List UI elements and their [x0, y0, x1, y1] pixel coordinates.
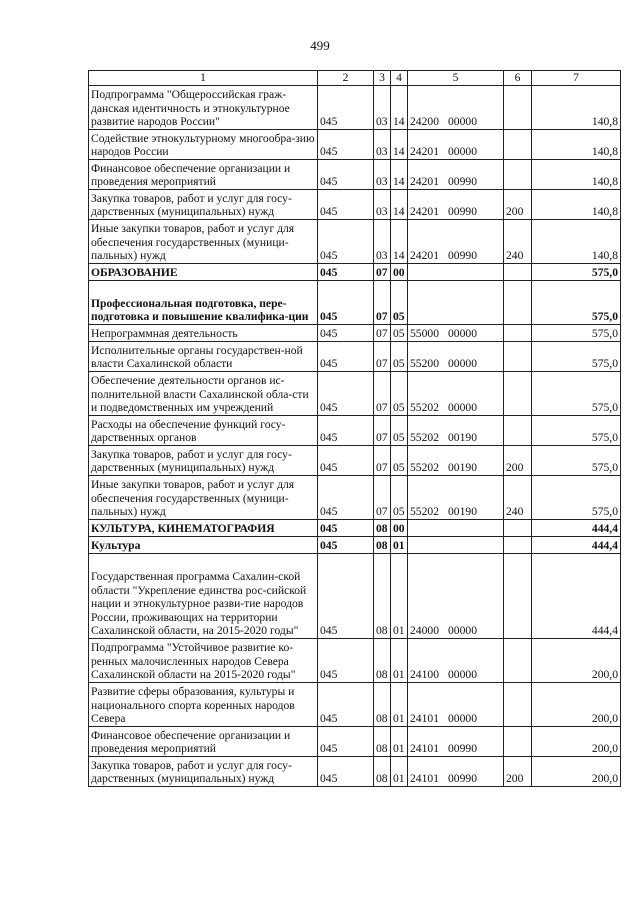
table-row: [89, 220, 621, 264]
target-code-part-a: 24000: [410, 624, 439, 638]
row-ved-cell: 045: [318, 520, 374, 537]
target-code-part-a: 55000: [410, 327, 439, 341]
row-target-code-cell: [408, 727, 504, 757]
row-expense-type-cell: [504, 160, 532, 190]
row-section-cell: 07: [374, 325, 391, 342]
header-cell: 5: [408, 71, 504, 86]
row-name-cell: Подпрограмма "Устойчивое развитие ко-ренных малочисленных народов Севера Сахалинской области на 2015-2020 годы": [89, 639, 318, 683]
target-code-part-a: 55202: [410, 505, 439, 519]
target-code-part-b: 00990: [448, 249, 477, 263]
row-subsection-cell: 00: [391, 264, 408, 281]
target-code-part-a: 24101: [410, 712, 439, 726]
target-code-part-b: 00990: [448, 772, 477, 786]
table-row: [89, 446, 621, 476]
row-name-cell: Непрограммная деятельность: [89, 325, 318, 342]
row-ved-cell: 045: [318, 683, 374, 727]
row-expense-type-cell: 200: [504, 190, 532, 220]
header-cell: 6: [504, 71, 532, 86]
row-target-code-cell: [408, 264, 504, 281]
row-name-cell: Закупка товаров, работ и услуг для госу-дарственных (муниципальных) нужд: [89, 446, 318, 476]
row-sum-cell: 575,0: [532, 325, 621, 342]
row-sum-cell: 140,8: [532, 86, 621, 130]
row-target-code-cell: [408, 757, 504, 787]
row-subsection-cell: 01: [391, 537, 408, 554]
row-name-cell: Закупка товаров, работ и услуг для госу-дарственных (муниципальных) нужд: [89, 757, 318, 787]
header-cell: 7: [532, 71, 621, 86]
row-expense-type-cell: [504, 554, 532, 639]
row-name-cell: ОБРАЗОВАНИЕ: [89, 264, 318, 281]
row-section-cell: 07: [374, 281, 391, 325]
row-section-cell: 07: [374, 476, 391, 520]
row-sum-cell: 444,4: [532, 520, 621, 537]
table-body: [89, 86, 621, 787]
row-subsection-cell: 01: [391, 727, 408, 757]
row-ved-cell: 045: [318, 160, 374, 190]
row-expense-type-cell: [504, 325, 532, 342]
row-name-cell: Содействие этнокультурному многообра-зию народов России: [89, 130, 318, 160]
target-code-part-b: 00000: [448, 624, 477, 638]
row-sum-cell: 575,0: [532, 476, 621, 520]
table-row: [89, 520, 621, 537]
target-code-part-b: 00000: [448, 357, 477, 371]
row-sum-cell: 200,0: [532, 639, 621, 683]
row-expense-type-cell: 240: [504, 220, 532, 264]
row-sum-cell: 140,8: [532, 220, 621, 264]
row-name-cell: Развитие сферы образования, культуры и национального спорта коренных народов Севера: [89, 683, 318, 727]
row-sum-cell: 575,0: [532, 446, 621, 476]
table-row: [89, 372, 621, 416]
row-sum-cell: 575,0: [532, 281, 621, 325]
row-sum-cell: 200,0: [532, 727, 621, 757]
row-ved-cell: 045: [318, 86, 374, 130]
row-section-cell: 08: [374, 554, 391, 639]
row-section-cell: 08: [374, 757, 391, 787]
row-expense-type-cell: [504, 86, 532, 130]
row-name-cell: Закупка товаров, работ и услуг для госу-дарственных (муниципальных) нужд: [89, 190, 318, 220]
target-code-part-a: 55202: [410, 461, 439, 475]
target-code-part-a: 24100: [410, 668, 439, 682]
target-code-part-a: 55202: [410, 401, 439, 415]
row-ved-cell: 045: [318, 325, 374, 342]
row-subsection-cell: 14: [391, 130, 408, 160]
row-section-cell: 08: [374, 683, 391, 727]
row-sum-cell: 575,0: [532, 372, 621, 416]
row-subsection-cell: 01: [391, 757, 408, 787]
target-code-part-a: 24201: [410, 145, 439, 159]
row-subsection-cell: 01: [391, 554, 408, 639]
row-target-code-cell: [408, 446, 504, 476]
row-subsection-cell: 05: [391, 446, 408, 476]
row-ved-cell: 045: [318, 220, 374, 264]
row-section-cell: 03: [374, 220, 391, 264]
table-row: [89, 190, 621, 220]
row-subsection-cell: 05: [391, 281, 408, 325]
row-sum-cell: 140,8: [532, 130, 621, 160]
target-code-part-a: 24201: [410, 175, 439, 189]
target-code-part-a: 24101: [410, 772, 439, 786]
table-row: [89, 476, 621, 520]
row-subsection-cell: 05: [391, 342, 408, 372]
row-target-code-cell: [408, 537, 504, 554]
row-sum-cell: 575,0: [532, 342, 621, 372]
target-code-part-b: 00000: [448, 668, 477, 682]
row-section-cell: 08: [374, 537, 391, 554]
row-sum-cell: 444,4: [532, 537, 621, 554]
row-name-cell: Обеспечение деятельности органов ис-полнительной власти Сахалинской обла-сти и подведомственных им учреждений: [89, 372, 318, 416]
row-target-code-cell: [408, 86, 504, 130]
row-expense-type-cell: [504, 264, 532, 281]
row-name-cell: Государственная программа Сахалин-ской области "Укрепление единства рос-сийской нации и этнокультурное разви-тие народов России, проживающих на территории Сахалинской области, на 2015-2020 годы": [89, 554, 318, 639]
table-row: [89, 416, 621, 446]
row-subsection-cell: 05: [391, 416, 408, 446]
row-target-code-cell: [408, 372, 504, 416]
row-section-cell: 03: [374, 160, 391, 190]
row-subsection-cell: 01: [391, 683, 408, 727]
header-cell: 4: [391, 71, 408, 86]
target-code-part-b: 00990: [448, 175, 477, 189]
target-code-part-b: 00190: [448, 505, 477, 519]
row-expense-type-cell: [504, 416, 532, 446]
row-expense-type-cell: [504, 281, 532, 325]
row-section-cell: 03: [374, 130, 391, 160]
target-code-part-a: 24101: [410, 742, 439, 756]
row-target-code-cell: [408, 520, 504, 537]
row-section-cell: 07: [374, 342, 391, 372]
header-row: [89, 71, 621, 86]
row-subsection-cell: 14: [391, 86, 408, 130]
row-section-cell: 07: [374, 372, 391, 416]
table-row: [89, 554, 621, 639]
row-expense-type-cell: 200: [504, 446, 532, 476]
table-row: [89, 130, 621, 160]
target-code-part-a: 55202: [410, 431, 439, 445]
row-sum-cell: 200,0: [532, 757, 621, 787]
row-section-cell: 08: [374, 727, 391, 757]
row-expense-type-cell: [504, 130, 532, 160]
row-expense-type-cell: 240: [504, 476, 532, 520]
row-sum-cell: 444,4: [532, 554, 621, 639]
target-code-part-b: 00000: [448, 401, 477, 415]
row-section-cell: 07: [374, 264, 391, 281]
row-expense-type-cell: [504, 372, 532, 416]
row-subsection-cell: 05: [391, 372, 408, 416]
header-cell: 3: [374, 71, 391, 86]
row-target-code-cell: [408, 416, 504, 446]
target-code-part-b: 00990: [448, 742, 477, 756]
header-cell: 1: [89, 71, 318, 86]
row-ved-cell: 045: [318, 446, 374, 476]
row-name-cell: Расходы на обеспечение функций госу-дарственных органов: [89, 416, 318, 446]
row-sum-cell: 140,8: [532, 190, 621, 220]
table-row: [89, 683, 621, 727]
target-code-part-b: 00000: [448, 712, 477, 726]
row-name-cell: КУЛЬТУРА, КИНЕМАТОГРАФИЯ: [89, 520, 318, 537]
row-ved-cell: 045: [318, 416, 374, 446]
row-target-code-cell: [408, 160, 504, 190]
row-expense-type-cell: 200: [504, 757, 532, 787]
row-name-cell: Подпрограмма "Общероссийская граж-данская идентичность и этнокультурное развитие народов России": [89, 86, 318, 130]
row-name-cell: Финансовое обеспечение организации и проведения мероприятий: [89, 160, 318, 190]
row-expense-type-cell: [504, 683, 532, 727]
row-subsection-cell: 14: [391, 220, 408, 264]
row-target-code-cell: [408, 281, 504, 325]
row-subsection-cell: 05: [391, 325, 408, 342]
table-row: [89, 264, 621, 281]
budget-table: [88, 70, 621, 787]
table-row: [89, 537, 621, 554]
row-expense-type-cell: [504, 342, 532, 372]
row-target-code-cell: [408, 476, 504, 520]
target-code-part-b: 00000: [448, 145, 477, 159]
row-subsection-cell: 14: [391, 160, 408, 190]
target-code-part-b: 00000: [448, 115, 477, 129]
row-target-code-cell: [408, 325, 504, 342]
row-name-cell: Культура: [89, 537, 318, 554]
page-number: 499: [310, 38, 330, 53]
row-target-code-cell: [408, 342, 504, 372]
row-expense-type-cell: [504, 520, 532, 537]
row-target-code-cell: [408, 220, 504, 264]
header-cell: 2: [318, 71, 374, 86]
row-target-code-cell: [408, 554, 504, 639]
row-ved-cell: 045: [318, 554, 374, 639]
table-row: [89, 639, 621, 683]
table-row: [89, 727, 621, 757]
row-expense-type-cell: [504, 537, 532, 554]
table-row: [89, 342, 621, 372]
row-sum-cell: 140,8: [532, 160, 621, 190]
target-code-part-b: 00190: [448, 461, 477, 475]
row-ved-cell: 045: [318, 130, 374, 160]
row-ved-cell: 045: [318, 727, 374, 757]
target-code-part-a: 24201: [410, 249, 439, 263]
row-subsection-cell: 14: [391, 190, 408, 220]
row-ved-cell: 045: [318, 372, 374, 416]
row-ved-cell: 045: [318, 537, 374, 554]
row-sum-cell: 575,0: [532, 416, 621, 446]
row-section-cell: 03: [374, 86, 391, 130]
row-name-cell: Профессиональная подготовка, пере-подготовка и повышение квалифика-ции: [89, 281, 318, 325]
row-sum-cell: 200,0: [532, 683, 621, 727]
row-name-cell: Исполнительные органы государствен-ной власти Сахалинской области: [89, 342, 318, 372]
target-code-part-b: 00000: [448, 327, 477, 341]
row-ved-cell: 045: [318, 264, 374, 281]
row-name-cell: Иные закупки товаров, работ и услуг для обеспечения государственных (муници-пальных) нужд: [89, 476, 318, 520]
table-row: [89, 160, 621, 190]
row-target-code-cell: [408, 130, 504, 160]
row-section-cell: 08: [374, 639, 391, 683]
row-section-cell: 03: [374, 190, 391, 220]
row-name-cell: Финансовое обеспечение организации и проведения мероприятий: [89, 727, 318, 757]
row-target-code-cell: [408, 190, 504, 220]
row-ved-cell: 045: [318, 757, 374, 787]
table-row: [89, 757, 621, 787]
row-ved-cell: 045: [318, 476, 374, 520]
row-section-cell: 07: [374, 446, 391, 476]
row-subsection-cell: 00: [391, 520, 408, 537]
row-ved-cell: 045: [318, 342, 374, 372]
row-ved-cell: 045: [318, 281, 374, 325]
row-section-cell: 08: [374, 520, 391, 537]
table-row: [89, 281, 621, 325]
row-target-code-cell: [408, 683, 504, 727]
row-subsection-cell: 01: [391, 639, 408, 683]
target-code-part-a: 24201: [410, 205, 439, 219]
row-ved-cell: 045: [318, 639, 374, 683]
row-expense-type-cell: [504, 639, 532, 683]
target-code-part-a: 55200: [410, 357, 439, 371]
row-target-code-cell: [408, 639, 504, 683]
target-code-part-a: 24200: [410, 115, 439, 129]
row-sum-cell: 575,0: [532, 264, 621, 281]
row-name-cell: Иные закупки товаров, работ и услуг для обеспечения государственных (муници-пальных) нужд: [89, 220, 318, 264]
target-code-part-b: 00990: [448, 205, 477, 219]
table-row: [89, 325, 621, 342]
row-ved-cell: 045: [318, 190, 374, 220]
target-code-part-b: 00190: [448, 431, 477, 445]
row-section-cell: 07: [374, 416, 391, 446]
table-row: [89, 86, 621, 130]
row-expense-type-cell: [504, 727, 532, 757]
row-subsection-cell: 05: [391, 476, 408, 520]
